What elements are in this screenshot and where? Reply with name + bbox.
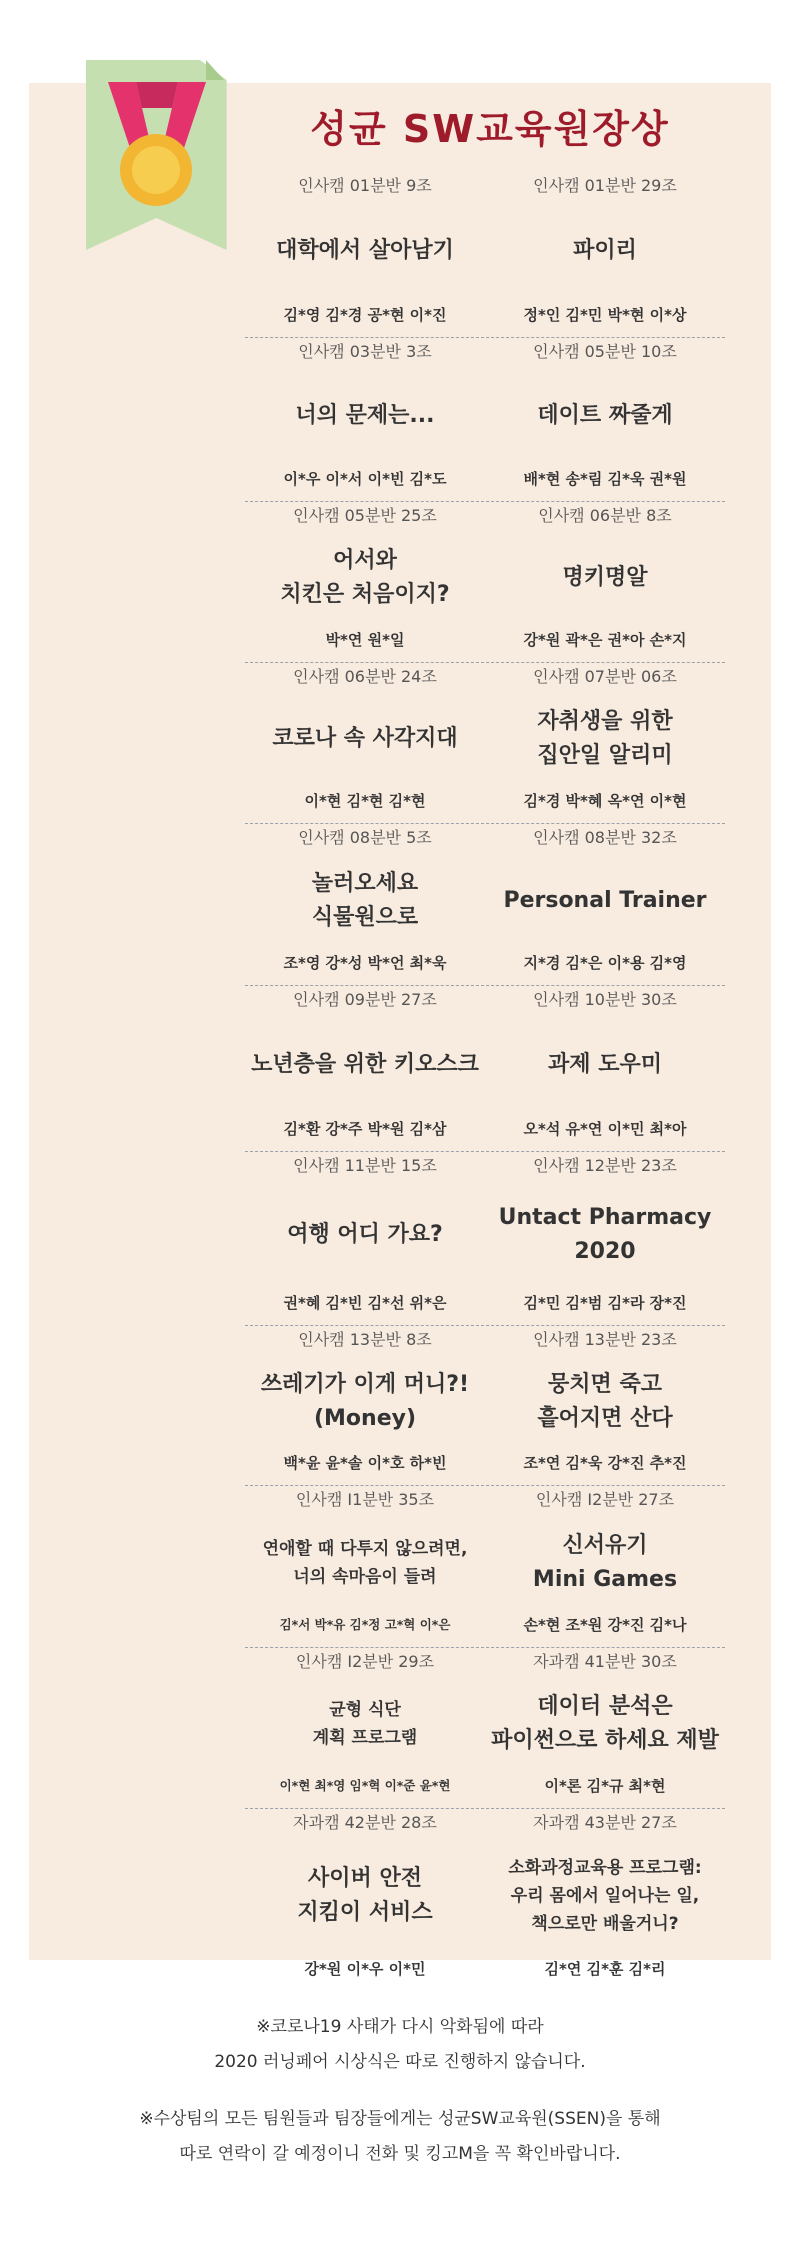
project-title: 데이트 짜줄게	[537, 402, 673, 428]
project-title: 명키명알	[562, 565, 648, 590]
team-label: 자과캠 41분반 30조	[533, 1652, 677, 1671]
team-label: 인사캠 08분반 32조	[533, 828, 677, 847]
team-label: 인사캠 06분반 8조	[538, 506, 672, 525]
project-title: 신서유기 Mini Games	[532, 1532, 678, 1592]
team-label: 인사캠 01분반 29조	[533, 176, 677, 195]
team-label: 인사캠 03분반 3조	[298, 342, 432, 361]
project-title: 과제 도우미	[548, 1051, 662, 1077]
project-title: 파이리	[573, 237, 637, 263]
team-members: 박*연 원*일	[325, 631, 405, 649]
team-members: 이*우 이*서 이*빈 김*도	[283, 470, 447, 488]
project-title: 코로나 속 사각지대	[272, 726, 458, 751]
award-entry	[245, 986, 485, 1151]
project-title: Personal Trainer	[503, 887, 707, 913]
team-label: 인사캠 I2분반 27조	[535, 1490, 675, 1509]
notice-line: ※수상팀의 모든 팀원들과 팀장들에게는 성균SW교육원(SSEN)을 통해	[139, 2109, 661, 2129]
team-members: 백*윤 윤*솔 이*호 하*빈	[283, 1454, 447, 1472]
project-title: 연애할 때 다투지 않으려면, 너의 속마음이 들려	[262, 1538, 468, 1587]
award-entry	[245, 172, 485, 337]
award-entry	[485, 1486, 725, 1647]
team-label: 인사캠 13분반 23조	[533, 1330, 677, 1349]
award-entry	[485, 663, 725, 823]
award-row	[245, 663, 725, 824]
team-label: 인사캠 08분반 5조	[298, 828, 432, 847]
award-entry	[245, 1809, 485, 1991]
project-title: 너의 문제는...	[295, 402, 435, 428]
award-entry	[245, 338, 485, 501]
team-members: 김*연 김*훈 김*리	[544, 1960, 666, 1978]
award-entry	[485, 1152, 725, 1325]
award-row	[245, 502, 725, 663]
award-row	[245, 172, 725, 338]
project-title: 소화과정교육용 프로그램: 우리 몸에서 일어나는 일, 책으로만 배울거니?	[508, 1858, 702, 1934]
team-label: 인사캠 05분반 25조	[293, 506, 437, 525]
award-entry	[485, 824, 725, 985]
project-title: 균형 식단 계획 프로그램	[312, 1700, 418, 1748]
project-title: 사이버 안전 지킴이 서비스	[297, 1866, 433, 1925]
team-label: 인사캠 06분반 24조	[293, 667, 437, 686]
team-label: 인사캠 12분반 23조	[533, 1156, 677, 1175]
award-entry	[245, 1486, 485, 1647]
award-row	[245, 1809, 725, 1991]
award-entry	[485, 502, 725, 662]
team-label: 인사캠 I2분반 29조	[295, 1652, 435, 1671]
award-entry	[485, 172, 725, 337]
award-entry	[485, 1648, 725, 1808]
notice-line: ※코로나19 사태가 다시 악화됨에 따라	[256, 2017, 544, 2037]
project-title: 어서와 치킨은 처음이지?	[280, 548, 450, 607]
team-members: 지*경 김*은 이*용 김*영	[523, 954, 687, 972]
notice-line: 2020 러닝페어 시상식은 따로 진행하지 않습니다.	[214, 2052, 586, 2072]
award-entry	[485, 1809, 725, 1991]
team-label: 인사캠 09분반 27조	[293, 990, 437, 1009]
team-label: 인사캠 01분반 9조	[298, 176, 432, 195]
award-entry	[485, 986, 725, 1151]
award-entry	[245, 1648, 485, 1808]
team-members: 권*혜 김*빈 김*선 위*은	[283, 1294, 447, 1312]
award-entry	[485, 338, 725, 501]
team-members: 김*민 김*범 김*라 장*진	[523, 1294, 687, 1312]
project-title: 뭉치면 죽고 흩어지면 산다	[537, 1371, 673, 1431]
notice-section	[0, 2010, 800, 2172]
team-members: 김*서 박*유 김*정 고*혁 이*은	[279, 1617, 451, 1632]
award-entry	[245, 663, 485, 823]
team-label: 인사캠 13분반 8조	[298, 1330, 432, 1349]
team-members: 이*현 최*영 임*혁 이*준 윤*현	[279, 1778, 451, 1793]
award-row	[245, 1326, 725, 1486]
team-members: 이*론 김*규 최*현	[544, 1777, 666, 1795]
page-title: 성균 SW교육원장상	[310, 107, 670, 151]
project-title: 여행 어디 가요?	[287, 1221, 443, 1247]
project-title: Untact Pharmacy 2020	[498, 1204, 712, 1264]
team-members: 이*현 김*현 김*현	[304, 792, 426, 810]
team-members: 김*환 강*주 박*원 김*삼	[283, 1120, 447, 1138]
project-title: 노년층을 위한 키오스크	[251, 1051, 479, 1077]
team-label: 인사캠 10분반 30조	[533, 990, 677, 1009]
team-members: 조*영 강*성 박*언 최*욱	[283, 954, 447, 972]
team-members: 손*현 조*원 강*진 김*나	[523, 1616, 687, 1634]
award-entry	[245, 1326, 485, 1485]
team-members: 강*원 곽*은 권*아 손*지	[523, 631, 687, 649]
award-row	[245, 986, 725, 1152]
team-label: 인사캠 I1분반 35조	[295, 1490, 435, 1509]
team-members: 조*연 김*욱 강*진 추*진	[523, 1454, 687, 1472]
team-label: 인사캠 05분반 10조	[533, 342, 677, 361]
notice-line: 따로 연락이 갈 예정이니 전화 및 킹고M을 꼭 확인바랍니다.	[179, 2144, 621, 2164]
award-row	[245, 1152, 725, 1326]
project-title: 자취생을 위한 집안일 알리미	[537, 709, 673, 768]
award-entry	[245, 502, 485, 662]
project-title: 쓰레기가 이게 머니?! (Money)	[260, 1371, 470, 1431]
award-list	[245, 172, 725, 1991]
award-row	[245, 1648, 725, 1809]
award-row	[245, 1486, 725, 1648]
team-members: 오*석 유*연 이*민 최*아	[523, 1120, 687, 1138]
team-members: 김*영 김*경 공*현 이*진	[283, 306, 447, 324]
project-title: 데이터 분석은 파이썬으로 하세요 제발	[491, 1694, 719, 1753]
medal-ribbon-icon	[86, 60, 234, 250]
team-label: 자과캠 42분반 28조	[293, 1813, 437, 1832]
team-label: 인사캠 07분반 06조	[533, 667, 677, 686]
award-entry	[485, 1326, 725, 1485]
award-entry	[245, 824, 485, 985]
team-members: 정*인 김*민 박*현 이*상	[523, 306, 687, 324]
team-members: 배*현 송*림 김*욱 권*원	[523, 470, 687, 488]
project-title: 대학에서 살아남기	[276, 237, 454, 263]
award-row	[245, 824, 725, 986]
team-label: 인사캠 11분반 15조	[293, 1156, 437, 1175]
team-label: 자과캠 43분반 27조	[533, 1813, 677, 1832]
project-title: 놀러오세요 식물원으로	[311, 870, 419, 930]
team-members: 김*경 박*혜 옥*연 이*현	[523, 792, 687, 810]
team-members: 강*원 이*우 이*민	[304, 1960, 426, 1978]
award-entry	[245, 1152, 485, 1325]
award-row	[245, 338, 725, 502]
